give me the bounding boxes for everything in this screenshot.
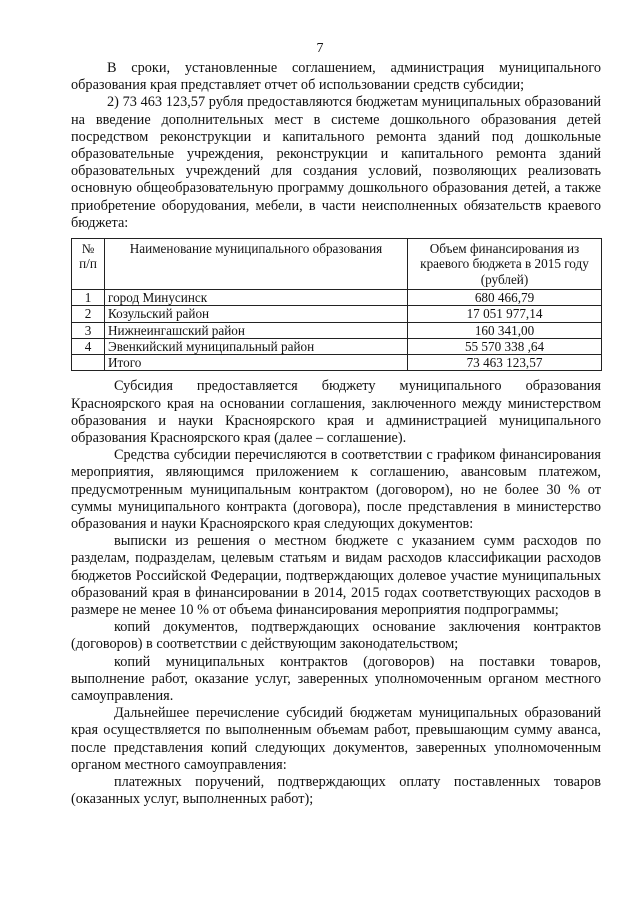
total-row-number — [72, 355, 105, 371]
paragraph-budget-extract: выписки из решения о местном бюджете с указанием сумм расходов по разделам, подразделам, целевым статьям и видам расходов классификации расходов бюджетов Российской Федерации, подтверждающих долевое участие муниципальных образований края в финансировании в 2014, 2015 годах соответствующих расходов в размере не менее 10 % от объема финансирования мероприятия подпрограммы; — [71, 533, 601, 619]
municipality-name: Эвенкийский муниципальный район — [105, 338, 408, 354]
funding-table — [71, 238, 602, 371]
column-header-amount: Объем финансирования из краевого бюджета в 2015 году (рублей) — [408, 239, 602, 290]
row-number: 3 — [72, 322, 105, 338]
table-row — [72, 338, 602, 354]
paragraph-contract-copies: копий муниципальных контрактов (договоров) на поставки товаров, выполнение работ, оказание услуг, заверенных уполномоченным органом местного самоуправления. — [71, 653, 601, 705]
row-number: 2 — [72, 306, 105, 322]
page-number: 7 — [316, 41, 324, 56]
paragraph-payment-orders: платежных поручений, подтверждающих оплату поставленных товаров (оказанных услуг, выполненных работ); — [71, 774, 601, 808]
table-row — [72, 306, 602, 322]
total-label: Итого — [105, 355, 408, 371]
municipality-name: Козульский район — [105, 306, 408, 322]
paragraph-subsidy-basis: Субсидия предоставляется бюджету муниципального образования Красноярского края на основании соглашения, заключенного между министерством образования и науки Красноярского края и администрацией муниципального образования Красноярского края (далее – соглашение). — [71, 378, 601, 447]
paragraph-report-deadline: В сроки, установленные соглашением, администрация муниципального образования края представляет отчет об использовании средств субсидии; — [71, 60, 601, 94]
total-amount: 73 463 123,57 — [408, 355, 602, 371]
table-row — [72, 289, 602, 305]
table-header-row — [72, 239, 602, 290]
paragraph-contract-documents: копий документов, подтверждающих основание заключения контрактов (договоров) в соответствии с действующим законодательством; — [71, 619, 601, 653]
row-number: 4 — [72, 338, 105, 354]
column-header-municipality: Наименование муниципального образования — [105, 239, 408, 290]
municipality-name: город Минусинск — [105, 289, 408, 305]
funding-amount: 680 466,79 — [408, 289, 602, 305]
paragraph-further-transfer: Дальнейшее перечисление субсидий бюджетам муниципальных образований края осуществляется по выполненным объемам работ, превышающим сумму аванса, после представления копий следующих документов, заверенных уполномоченным органом местного самоуправления: — [71, 705, 601, 773]
table-total-row — [72, 355, 602, 371]
table-row — [72, 322, 602, 338]
paragraph-transfer-schedule: Средства субсидии перечисляются в соответствии с графиком финансирования мероприятия, являющимся приложением к соглашению, авансовым платежом, предусмотренным муниципальным контрактом (договором), но не более 30 % от суммы муниципального контракта (договора), после представления в министерство образования и науки Красноярского края следующих документов: — [71, 447, 601, 533]
paragraph-item-2: 2) 73 463 123,57 рубля предоставляются бюджетам муниципальных образований на введение дополнительных мест в системе дошкольного образования детей посредством реконструкции и капитального ремонта зданий под дошкольные образовательные учреждения, реконструкции и капитального ремонта зданий образовательных учреждений для создания условий, позволяющих реализовать основную общеобразовательную программу дошкольного образования детей, а также приобретение оборудования, мебели, в части неисполненных обязательств краевого бюджета: — [71, 94, 601, 231]
funding-amount: 17 051 977,14 — [408, 306, 602, 322]
row-number: 1 — [72, 289, 105, 305]
column-header-number: № п/п — [72, 239, 105, 290]
funding-amount: 160 341,00 — [408, 322, 602, 338]
funding-amount: 55 570 338 ,64 — [408, 338, 602, 354]
document-body — [71, 60, 601, 808]
municipality-name: Нижнеингашский район — [105, 322, 408, 338]
